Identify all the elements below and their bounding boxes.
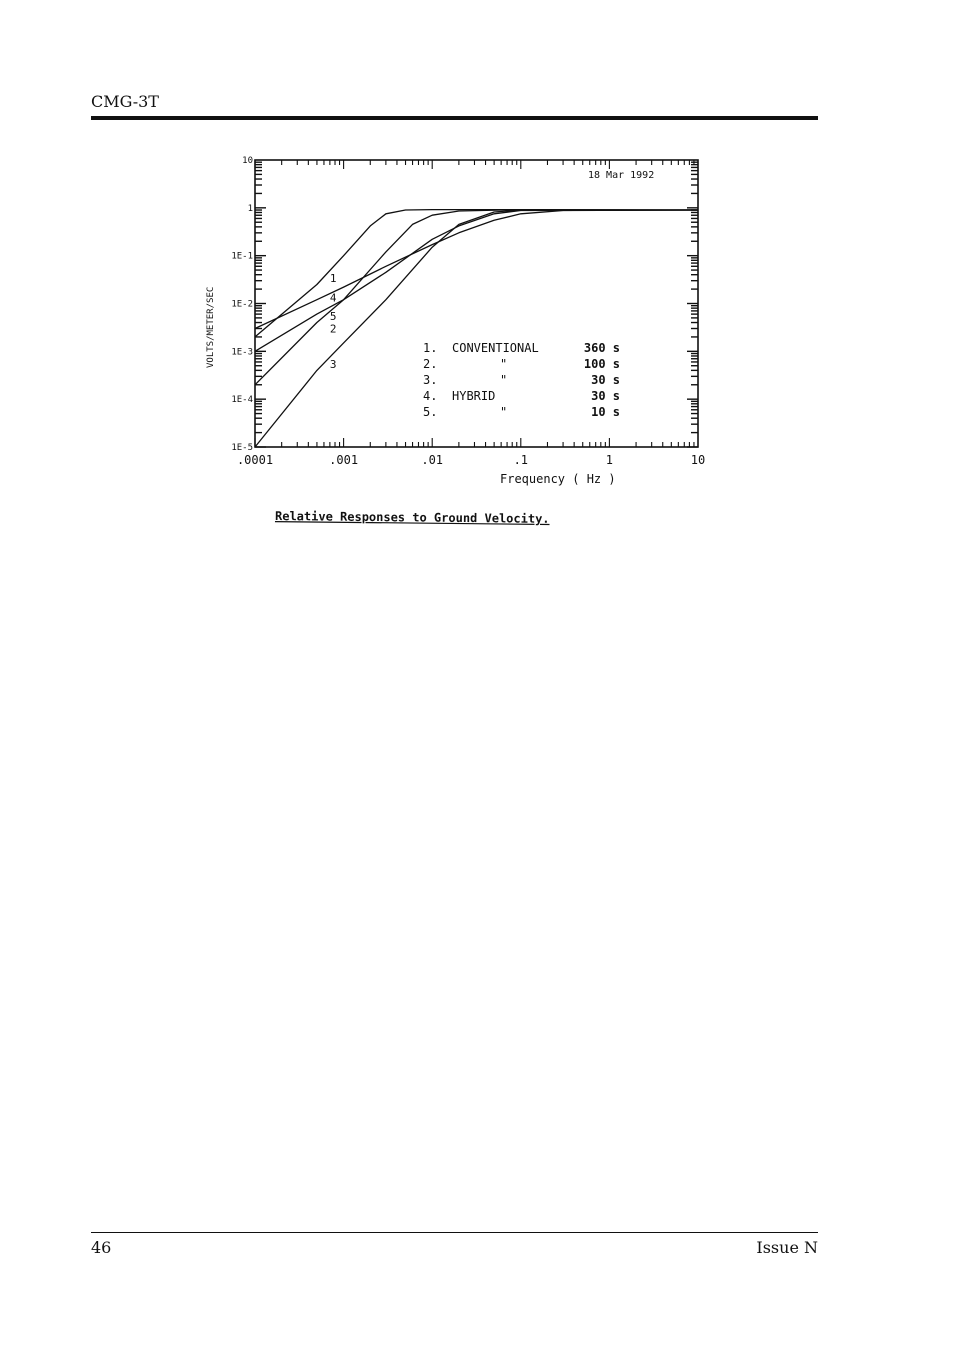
legend-number: 3. — [423, 373, 438, 387]
x-tick-label: 10 — [690, 453, 706, 467]
legend-number: 4. — [423, 389, 438, 403]
x-tick-label: 1 — [605, 453, 614, 467]
x-tick-label: .1 — [513, 453, 529, 467]
footer-rule — [91, 1232, 818, 1233]
legend-number: 2. — [423, 357, 438, 371]
y-tick-label: 1E-1 — [231, 251, 253, 262]
y-tick-label: 1E-5 — [231, 443, 253, 453]
legend-type: " — [500, 405, 508, 419]
y-tick-label: 1 — [247, 203, 253, 214]
response-curve-4 — [255, 210, 698, 329]
y-tick-label: 1E-3 — [231, 347, 253, 358]
legend-period: 100 s — [583, 357, 620, 371]
legend-type: CONVENTIONAL — [452, 341, 539, 355]
running-header-title: CMG-3T — [91, 92, 159, 111]
response-curve-3 — [255, 210, 698, 447]
curve-label-5: 5 — [329, 310, 337, 324]
curve-label-4: 4 — [329, 291, 337, 305]
legend-type: " — [500, 357, 508, 371]
response-chart — [200, 150, 720, 540]
x-tick-label: .001 — [329, 453, 359, 467]
legend-type: " — [500, 373, 508, 387]
curve-label-1: 1 — [329, 272, 337, 286]
y-tick-label: 10 — [242, 156, 253, 166]
issue-label: Issue N — [756, 1238, 818, 1257]
legend-number: 5. — [423, 405, 438, 419]
header-rule — [91, 116, 818, 120]
curve-label-3: 3 — [329, 357, 337, 371]
minor-ticks — [255, 160, 698, 447]
x-axis-label: Frequency ( Hz ) — [500, 472, 616, 486]
legend-period: 10 s — [591, 405, 620, 419]
plot-frame — [255, 160, 698, 447]
legend — [423, 341, 620, 419]
legend-period: 30 s — [591, 373, 620, 387]
y-tick-label: 1E-2 — [231, 299, 253, 310]
legend-row — [423, 373, 620, 387]
y-axis-label: VOLTS/METER/SEC — [206, 286, 216, 368]
y-tick-labels — [231, 156, 253, 453]
plot-border — [255, 160, 698, 447]
legend-period: 360 s — [583, 341, 620, 355]
y-tick-label: 1E-4 — [231, 395, 253, 406]
response-curve-5 — [255, 210, 698, 351]
legend-row — [423, 357, 620, 371]
date-stamp: 18 Mar 1992 — [588, 170, 655, 181]
figure-caption: Relative Responses to Ground Velocity. — [274, 509, 550, 526]
legend-period: 30 s — [591, 389, 620, 403]
legend-row — [423, 405, 620, 419]
legend-row — [423, 341, 620, 355]
legend-number: 1. — [423, 341, 438, 355]
x-tick-labels — [237, 453, 705, 467]
response-curves — [255, 210, 698, 447]
legend-type: HYBRID — [452, 389, 496, 403]
x-tick-label: .01 — [421, 453, 444, 467]
curve-label-2: 2 — [329, 322, 337, 336]
x-tick-label: .0001 — [236, 453, 274, 467]
page-number: 46 — [91, 1238, 112, 1257]
legend-row — [423, 389, 620, 403]
